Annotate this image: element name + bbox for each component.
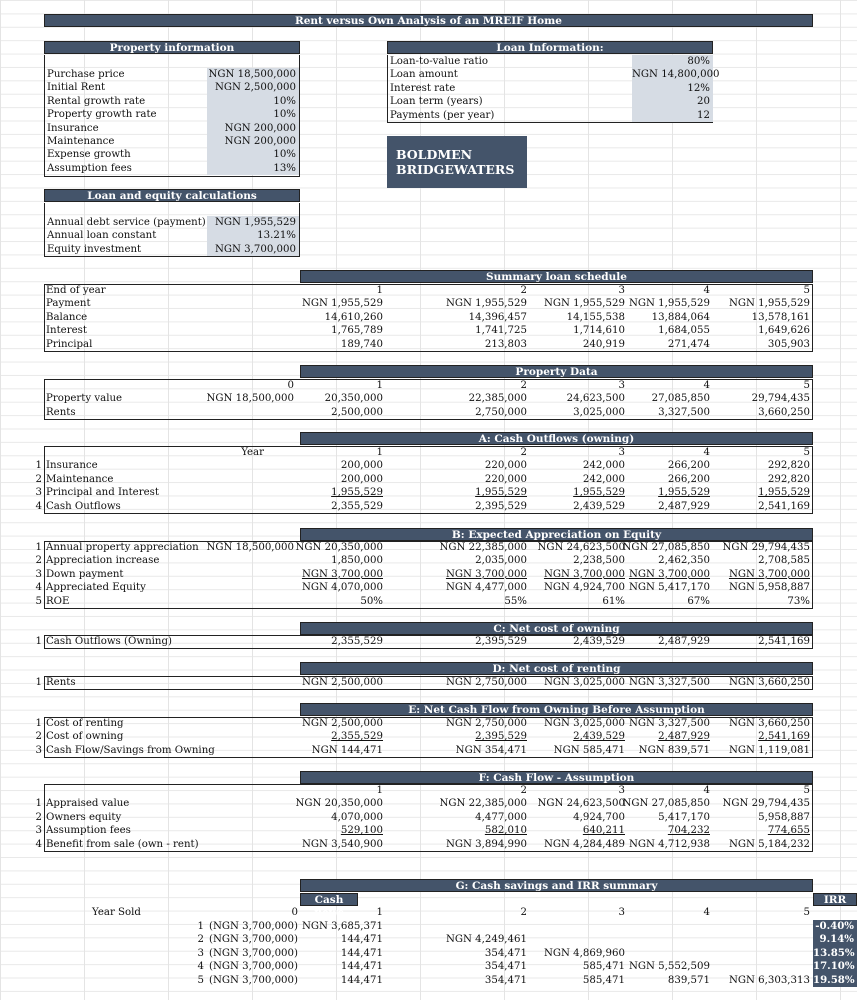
- irr-col-0: 0: [291, 907, 298, 918]
- year-3-value: 24,623,500: [566, 393, 625, 405]
- property-data-header: Property Data: [300, 365, 813, 378]
- year-5-value: 3,660,250: [758, 406, 810, 418]
- irr-cashflow-value: NGN 6,303,313: [728, 974, 810, 986]
- year-0-value: 0: [287, 380, 294, 391]
- row-number: 4: [35, 838, 42, 850]
- year-5-value: NGN 3,660,250: [728, 677, 810, 688]
- row-label: Maintenance: [47, 136, 115, 147]
- kv-row: [45, 229, 299, 242]
- year-4-value: 704,232: [667, 825, 710, 837]
- row-number: 3: [35, 487, 42, 499]
- kv-row: [45, 81, 299, 94]
- row-value: 10%: [207, 148, 299, 161]
- row-value: NGN 200,000: [207, 122, 299, 135]
- row-value: 10%: [207, 108, 299, 121]
- year-3-value: 4,924,700: [573, 811, 625, 823]
- year-1-value: 1: [376, 785, 383, 796]
- irr-row-number: 1: [197, 921, 204, 932]
- year-2-value: NGN 3,894,990: [445, 838, 527, 850]
- year-4-value: NGN 27,085,850: [622, 798, 710, 810]
- year-2-value: 2,035,000: [475, 555, 527, 567]
- row-value: NGN 1,955,529: [207, 216, 299, 229]
- year-5-value: 5: [803, 285, 810, 296]
- irr-value: -0.40%: [813, 920, 857, 933]
- irr-label: IRR: [813, 893, 857, 906]
- irr-cashflow-value: (NGN 3,700,000): [208, 921, 298, 932]
- row-value: NGN 2,500,000: [207, 81, 299, 94]
- year-1-value: 1: [376, 285, 383, 296]
- year-3-value: 61%: [602, 595, 625, 607]
- row-label: Payments (per year): [390, 109, 495, 121]
- year-2-value: 1,955,529: [475, 487, 527, 499]
- irr-row-number: 2: [197, 934, 204, 946]
- irr-cashflow-value: 354,471: [484, 974, 527, 986]
- year-5-value: 1,649,626: [758, 325, 810, 337]
- row-label: Purchase price: [47, 69, 125, 80]
- row-label: Rents: [46, 677, 76, 688]
- irr-row-number: 4: [197, 961, 204, 973]
- year-2-value: 14,396,457: [468, 311, 527, 323]
- year-4-value: 1,955,529: [658, 487, 710, 499]
- kv-row: [45, 122, 299, 135]
- row-value: 12%: [632, 82, 713, 95]
- year-1-value: 2,500,000: [331, 406, 383, 418]
- row-label: Expense growth: [47, 149, 131, 161]
- year-1-value: NGN 2,500,000: [301, 677, 383, 688]
- year-5-value: 5,958,887: [758, 811, 810, 823]
- year-4-value: 1,684,055: [658, 325, 710, 337]
- year-2-value: 2: [520, 447, 527, 458]
- year-3-value: 1,714,610: [573, 325, 625, 337]
- irr-cashflow-value: NGN 5,552,509: [628, 961, 710, 973]
- equity-header: Loan and equity calculations: [44, 189, 300, 202]
- year-4-value: NGN 3,700,000: [628, 568, 710, 580]
- row-label: Initial Rent: [47, 82, 106, 94]
- row-number: 5: [35, 595, 42, 607]
- row-label: Balance: [46, 311, 88, 323]
- row-label: Appreciation increase: [46, 555, 160, 567]
- year-1-value: NGN 2,500,000: [301, 718, 383, 729]
- year-4-value: 4: [703, 285, 710, 296]
- row-number: 4: [35, 582, 42, 594]
- year-1-value: 529,100: [340, 825, 383, 837]
- irr-col-5: 5: [803, 907, 810, 918]
- row-label: Maintenance: [46, 473, 114, 485]
- row-label: Down payment: [46, 568, 124, 580]
- row-label: Cost of renting: [46, 718, 124, 729]
- year-5-value: NGN 29,794,435: [722, 542, 810, 553]
- row-label: Cash Outflows (Owning): [46, 636, 172, 647]
- row-value: NGN 14,800,000: [632, 69, 720, 81]
- year-1-value: NGN 3,700,000: [301, 568, 383, 580]
- row-label: Assumption fees: [46, 825, 131, 837]
- appreciation-header: B: Expected Appreciation on Equity: [300, 528, 813, 541]
- year-4-value: 266,200: [667, 460, 710, 472]
- year-3-value: NGN 24,623,500: [537, 542, 625, 553]
- year-3-value: NGN 585,471: [553, 744, 625, 756]
- year-2-value: NGN 2,750,000: [445, 718, 527, 729]
- row-number: 3: [35, 568, 42, 580]
- row-label: Principal: [46, 338, 93, 350]
- row-label: Property growth rate: [47, 109, 157, 121]
- year-5-value: 2,708,585: [758, 555, 810, 567]
- row-value: NGN 3,700,000: [207, 243, 299, 256]
- row-label: Insurance: [46, 460, 98, 472]
- kv-row: [45, 162, 299, 175]
- irr-cashflow-value: 144,471: [340, 934, 383, 946]
- year-5-value: 292,820: [767, 460, 810, 472]
- year-3-value: 2,439,529: [573, 636, 625, 647]
- irr-cashflow-value: 839,571: [667, 974, 710, 986]
- irr-cashflow-value: (NGN 3,700,000): [208, 947, 298, 959]
- year-5-value: 73%: [787, 595, 810, 607]
- property-table: [44, 55, 300, 177]
- row-label: Appraised value: [46, 798, 130, 810]
- year-5-value: 2,541,169: [758, 636, 810, 647]
- year-4-value: NGN 27,085,850: [622, 542, 710, 553]
- row-number: 2: [35, 731, 42, 743]
- irr-cashflow-value: (NGN 3,700,000): [208, 974, 298, 986]
- logo-line-1: BOLDMEN: [396, 147, 473, 162]
- row-label: Annual debt service (payment): [47, 217, 206, 228]
- year-1-value: 1,955,529: [331, 487, 383, 499]
- year-3-value: 1,955,529: [573, 487, 625, 499]
- irr-col-2: 2: [520, 907, 527, 918]
- year-1-value: 1,850,000: [331, 555, 383, 567]
- row-label: Appreciated Equity: [46, 582, 146, 594]
- year-4-value: NGN 4,712,938: [628, 838, 710, 850]
- row-number: 1: [35, 542, 42, 553]
- year-2-value: 4,477,000: [475, 811, 527, 823]
- year-4-value: 2,487,929: [658, 731, 710, 743]
- year-2-value: NGN 3,700,000: [445, 568, 527, 580]
- year-2-value: 22,385,000: [468, 393, 527, 405]
- year-1-value: 1: [376, 380, 383, 391]
- year-4-value: 2,487,929: [658, 636, 710, 647]
- irr-cashflow-value: (NGN 3,700,000): [208, 961, 298, 973]
- irr-value: 19.58%: [813, 974, 857, 987]
- year-5-value: 5: [803, 447, 810, 458]
- year-1-value: NGN 20,350,000: [295, 542, 383, 553]
- row-label: Cost of owning: [46, 731, 124, 743]
- year-0-value: NGN 18,500,000: [206, 542, 294, 553]
- row-label: End of year: [46, 285, 106, 296]
- logo-line-2: BRIDGEWATERS: [396, 162, 515, 177]
- year-1-value: 20,350,000: [324, 393, 383, 405]
- row-label: Rental growth rate: [47, 95, 146, 107]
- year-4-value: 67%: [687, 595, 710, 607]
- year-1-value: 2,355,529: [331, 636, 383, 647]
- year-4-value: 3,327,500: [658, 406, 710, 418]
- kv-row: [388, 109, 712, 122]
- year-5-value: 13,578,161: [751, 311, 810, 323]
- year-3-value: 3: [618, 285, 625, 296]
- year-label: Year: [241, 447, 264, 458]
- kv-row: [45, 148, 299, 161]
- irr-value: 13.85%: [813, 947, 857, 960]
- row-value: NGN 200,000: [207, 135, 299, 148]
- irr-cashflow-value: (NGN 3,700,000): [208, 934, 298, 946]
- row-label: Annual loan constant: [47, 230, 157, 242]
- row-number: 3: [35, 744, 42, 756]
- year-3-value: 242,000: [582, 460, 625, 472]
- year-3-value: NGN 4,284,489: [543, 838, 625, 850]
- year-1-value: 1: [376, 447, 383, 458]
- row-value: 80%: [632, 55, 713, 68]
- year-5-value: NGN 5,958,887: [728, 582, 810, 594]
- row-label: Loan term (years): [390, 96, 483, 108]
- net-rent-header: D: Net cost of renting: [300, 662, 813, 675]
- year-1-value: 189,740: [340, 338, 383, 350]
- year-1-value: NGN 3,540,900: [301, 838, 383, 850]
- year-1-value: 2,355,529: [331, 731, 383, 743]
- row-number: 1: [35, 718, 42, 729]
- year-2-value: NGN 354,471: [455, 744, 527, 756]
- year-2-value: 213,803: [484, 338, 527, 350]
- irr-cashflow-value: NGN 4,869,960: [543, 947, 625, 959]
- year-1-value: 1,765,789: [331, 325, 383, 337]
- year-2-value: 582,010: [484, 825, 527, 837]
- row-number: 2: [35, 811, 42, 823]
- row-label: Rents: [46, 406, 76, 418]
- kv-row: [45, 216, 299, 229]
- irr-value: 9.14%: [813, 933, 857, 946]
- kv-row: [388, 68, 720, 81]
- row-label: Property value: [46, 393, 123, 405]
- year-3-value: 3: [618, 447, 625, 458]
- irr-header: G: Cash savings and IRR summary: [300, 879, 813, 892]
- irr-cashflow-value: 354,471: [484, 961, 527, 973]
- year-3-value: 2,439,529: [573, 500, 625, 512]
- kv-row: [45, 243, 299, 256]
- row-label: Loan amount: [390, 69, 458, 81]
- assumption-header: F: Cash Flow - Assumption: [300, 771, 813, 784]
- year-3-value: NGN 3,025,000: [543, 718, 625, 729]
- irr-row-number: 5: [197, 974, 204, 986]
- row-number: 2: [35, 555, 42, 567]
- year-5-value: 292,820: [767, 473, 810, 485]
- year-5-value: 1,955,529: [758, 487, 810, 499]
- year-4-value: 266,200: [667, 473, 710, 485]
- net-own-header: C: Net cost of owning: [300, 622, 813, 635]
- kv-row: [45, 135, 299, 148]
- year-5-value: 2,541,169: [758, 731, 810, 743]
- row-label: Cash Outflows: [46, 500, 121, 512]
- irr-cashflow-value: NGN 4,249,461: [445, 934, 527, 946]
- year-2-value: 2: [520, 785, 527, 796]
- row-label: Annual property appreciation: [46, 542, 199, 553]
- year-2-value: NGN 22,385,000: [439, 542, 527, 553]
- year-2-value: 2,750,000: [475, 406, 527, 418]
- row-number: 1: [35, 677, 42, 688]
- row-label: Cash Flow/Savings from Owning: [46, 744, 215, 756]
- year-3-value: 2,238,500: [573, 555, 625, 567]
- irr-col-3: 3: [618, 907, 625, 918]
- year-2-value: 2: [520, 285, 527, 296]
- year-3-value: 3,025,000: [573, 406, 625, 418]
- year-5-value: NGN 3,660,250: [728, 718, 810, 729]
- year-4-value: NGN 839,571: [638, 744, 710, 756]
- sheet-title: Rent versus Own Analysis of an MREIF Home: [44, 14, 813, 27]
- cash-flows-label: Cash flows: [300, 893, 358, 906]
- year-1-value: 14,610,260: [324, 311, 383, 323]
- net-flow-header: E: Net Cash Flow from Owning Before Assumption: [300, 703, 813, 716]
- year-4-value: 13,884,064: [651, 311, 710, 323]
- irr-cashflow-value: 144,471: [340, 974, 383, 986]
- row-value: NGN 18,500,000: [207, 68, 299, 81]
- outflows-header: A: Cash Outflows (owning): [300, 432, 813, 445]
- year-4-value: NGN 1,955,529: [628, 298, 710, 310]
- row-label: ROE: [46, 595, 70, 607]
- year-4-value: 4: [703, 380, 710, 391]
- year-5-value: 29,794,435: [751, 393, 810, 405]
- irr-cashflow-value: 354,471: [484, 947, 527, 959]
- year-2-value: NGN 4,477,000: [445, 582, 527, 594]
- year-4-value: NGN 5,417,170: [628, 582, 710, 594]
- year-4-value: NGN 3,327,500: [628, 718, 710, 729]
- year-3-value: 240,919: [582, 338, 625, 350]
- year-1-value: NGN 20,350,000: [295, 798, 383, 810]
- equity-table: [44, 203, 300, 257]
- row-number: 3: [35, 825, 42, 837]
- irr-cashflow-value: NGN 3,685,371: [301, 921, 383, 932]
- irr-col-4: 4: [703, 907, 710, 918]
- year-3-value: NGN 1,955,529: [543, 298, 625, 310]
- year-2-value: 2,395,529: [475, 731, 527, 743]
- year-4-value: 2,462,350: [658, 555, 710, 567]
- loan-header: Loan Information:: [387, 41, 713, 54]
- year-4-value: 5,417,170: [658, 811, 710, 823]
- irr-value: 17.10%: [813, 960, 857, 973]
- year-5-value: NGN 5,184,232: [728, 838, 810, 850]
- year-3-value: 14,155,538: [566, 311, 625, 323]
- property-header: Property information: [44, 41, 300, 54]
- year-4-value: 271,474: [667, 338, 710, 350]
- year-4-value: 4: [703, 785, 710, 796]
- year-5-value: 2,541,169: [758, 500, 810, 512]
- year-5-value: 305,903: [767, 338, 810, 350]
- year-2-value: 220,000: [484, 460, 527, 472]
- row-number: 1: [35, 460, 42, 472]
- year-2-value: 2,395,529: [475, 636, 527, 647]
- irr-cashflow-value: 585,471: [582, 961, 625, 973]
- year-3-value: NGN 3,025,000: [543, 677, 625, 688]
- year-5-value: NGN 29,794,435: [722, 798, 810, 810]
- kv-row: [388, 82, 712, 95]
- row-number: 1: [35, 636, 42, 647]
- row-label: Payment: [46, 298, 91, 310]
- irr-cashflow-value: 144,471: [340, 961, 383, 973]
- year-4-value: NGN 3,327,500: [628, 677, 710, 688]
- year-1-value: NGN 144,471: [311, 744, 383, 756]
- row-value: 13.21%: [207, 229, 299, 242]
- year-1-value: 4,070,000: [331, 811, 383, 823]
- year-1-value: 2,355,529: [331, 500, 383, 512]
- year-2-value: NGN 1,955,529: [445, 298, 527, 310]
- row-label: Insurance: [47, 122, 99, 134]
- row-label: Interest: [46, 325, 87, 337]
- year-2-value: 2: [520, 380, 527, 391]
- year-5-value: 774,655: [767, 825, 810, 837]
- year-3-value: NGN 3,700,000: [543, 568, 625, 580]
- year-4-value: 2,487,929: [658, 500, 710, 512]
- year-0-value: NGN 18,500,000: [206, 393, 294, 405]
- kv-row: [45, 68, 299, 81]
- row-label: Loan-to-value ratio: [390, 56, 488, 67]
- row-value: 12: [632, 109, 713, 122]
- row-label: Principal and Interest: [46, 487, 159, 499]
- year-3-value: 3: [618, 380, 625, 391]
- row-number: 2: [35, 473, 42, 485]
- kv-row: [45, 108, 299, 121]
- year-1-value: 200,000: [340, 473, 383, 485]
- kv-row: [388, 95, 712, 108]
- year-5-value: NGN 3,700,000: [728, 568, 810, 580]
- irr-row-number: 3: [197, 947, 204, 959]
- row-value: 13%: [207, 162, 299, 175]
- irr-cashflow-value: 144,471: [340, 947, 383, 959]
- year-sold-label: Year Sold: [92, 907, 141, 918]
- year-2-value: NGN 22,385,000: [439, 798, 527, 810]
- irr-col-1: 1: [376, 907, 383, 918]
- row-label: Benefit from sale (own - rent): [46, 838, 199, 850]
- row-label: Equity investment: [47, 243, 142, 255]
- year-3-value: 242,000: [582, 473, 625, 485]
- row-number: 1: [35, 798, 42, 810]
- year-1-value: 200,000: [340, 460, 383, 472]
- irr-cashflow-value: 585,471: [582, 974, 625, 986]
- year-3-value: 640,211: [582, 825, 625, 837]
- row-label: Interest rate: [390, 82, 456, 94]
- year-3-value: 2,439,529: [573, 731, 625, 743]
- year-1-value: NGN 4,070,000: [301, 582, 383, 594]
- company-logo: [387, 136, 527, 188]
- year-5-value: 5: [803, 785, 810, 796]
- year-1-value: NGN 1,955,529: [301, 298, 383, 310]
- year-3-value: NGN 24,623,500: [537, 798, 625, 810]
- year-3-value: 3: [618, 785, 625, 796]
- kv-row: [45, 95, 299, 108]
- year-1-value: 50%: [360, 595, 383, 607]
- kv-row: [388, 55, 712, 68]
- year-4-value: 4: [703, 447, 710, 458]
- year-2-value: NGN 2,750,000: [445, 677, 527, 688]
- year-5-value: NGN 1,955,529: [728, 298, 810, 310]
- year-5-value: 5: [803, 380, 810, 391]
- row-value: 10%: [207, 95, 299, 108]
- loan-table: [387, 55, 720, 123]
- year-2-value: 220,000: [484, 473, 527, 485]
- year-5-value: NGN 1,119,081: [728, 744, 810, 756]
- row-label: Owners equity: [46, 811, 122, 823]
- row-value: 20: [632, 95, 713, 108]
- year-3-value: NGN 4,924,700: [543, 582, 625, 594]
- row-label: Assumption fees: [47, 162, 132, 174]
- year-2-value: 1,741,725: [475, 325, 527, 337]
- row-number: 4: [35, 500, 42, 512]
- year-4-value: 27,085,850: [651, 393, 710, 405]
- year-2-value: 55%: [504, 595, 527, 607]
- year-2-value: 2,395,529: [475, 500, 527, 512]
- summary-header: Summary loan schedule: [300, 270, 813, 283]
